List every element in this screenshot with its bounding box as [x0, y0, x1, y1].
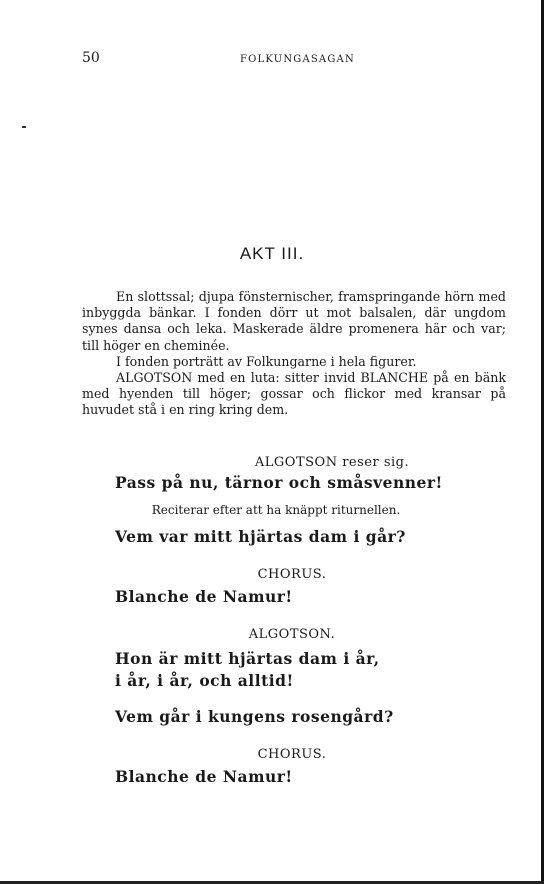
speaker-heading: CHORUS.: [257, 747, 327, 762]
stage-direction-inline: Reciterar efter att ha knäppt riturnellen.: [151, 503, 401, 517]
speaker-heading: ALGOTSON reser sig.: [254, 455, 410, 470]
speaker-heading: CHORUS.: [257, 567, 327, 582]
stage-direction-paragraph: ALGOTSON med en luta: sitter invid BLANCHE på en bänk med hyenden till höger; gossar och flickor med kransar på huvudet stå i en ring kring dem.: [82, 370, 506, 418]
margin-mark: [22, 126, 26, 128]
verse-line: Blanche de Namur!: [115, 767, 293, 786]
stage-direction-paragraph: En slottssal; djupa fönsternischer, framspringande hörn med inbyggda bänkar. I fonden dörr ut mot balsalen, där ungdom synes dansa och leka. Maskerade äldre promenera här och var; till höger en cheminée.: [82, 289, 506, 353]
verse-line: Vem var mitt hjärtas dam i går?: [115, 527, 406, 546]
verse-line: i år, i år, och alltid!: [115, 671, 294, 690]
verse-line: Hon är mitt hjärtas dam i år,: [115, 649, 380, 668]
running-title: FOLKUNGASAGAN: [240, 54, 355, 65]
page-number: 50: [82, 50, 100, 66]
verse-line: Vem går i kungens rosengård?: [115, 707, 394, 726]
speaker-heading: ALGOTSON.: [248, 627, 336, 642]
verse-line: Pass på nu, tärnor och småsvenner!: [115, 473, 443, 492]
act-title: AKT III.: [239, 244, 305, 263]
stage-directions: [82, 289, 506, 419]
verse-line: Blanche de Namur!: [115, 587, 293, 606]
stage-direction-paragraph: I fonden porträtt av Folkungarne i hela figurer.: [116, 353, 417, 369]
